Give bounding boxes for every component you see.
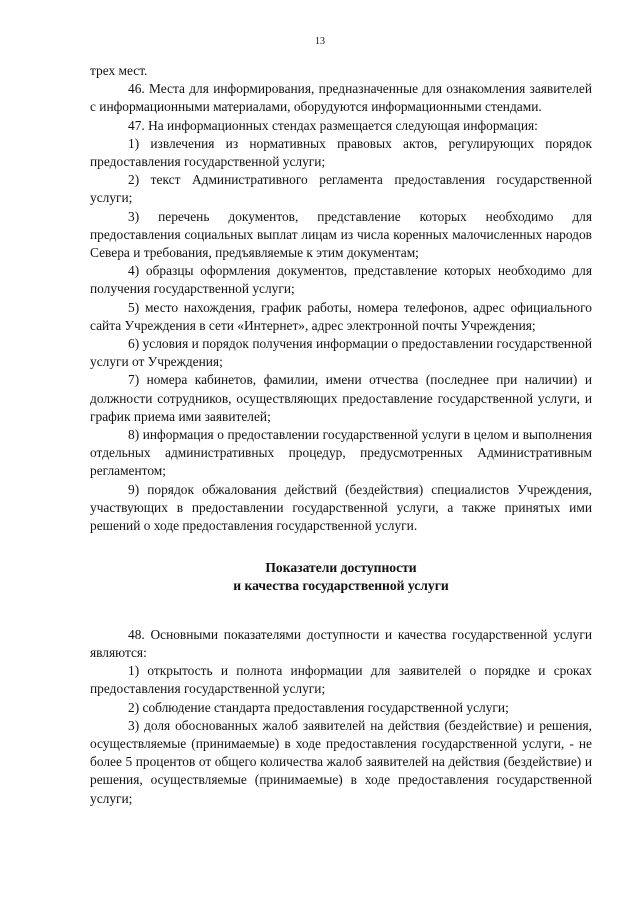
paragraph-47: 47. На информационных стендах размещается следующая информация: [128,117,538,133]
document-body [90,62,592,808]
paragraph-48: 48. Основными показателями доступности и качества государственной услуги являются: [90,626,592,660]
list-item-2: 2) текст Административного регламента предоставления государственной услуги; [90,172,592,206]
list-item-9: 9) порядок обжалования действий (бездействия) специалистов Учреждения, участвующих в предоставлении государственной услуги, а также принятых ими решений о ходе предоставления государственной услуги. [90,481,592,534]
paragraph-continuation: трех мест. [90,63,148,78]
section-heading-line-1: Показатели доступности [265,560,417,576]
list-item-5: 5) место нахождения, график работы, номера телефонов, адрес официального сайта Учреждения в сети «Интернет», адрес электронной почты Учреждения; [90,299,592,333]
list-item-7: 7) номера кабинетов, фамилии, имени отчества (последнее при наличии) и должности сотрудников, осуществляющих предоставление государственной услуги, и график приема ими заявителей; [90,372,592,424]
indicator-item-1: 1) открытость и полнота информации для заявителей о порядке и сроках предоставления государственной услуги; [90,663,592,697]
list-item-4: 4) образцы оформления документов, представление которых необходимо для получения государственной услуги; [90,263,592,297]
section-heading-line-2: и качества государственной услуги [233,578,449,594]
list-item-8: 8) информация о предоставлении государственной услуги в целом и выполнения отдельных административных процедур, предусмотренных Административным регламентом; [90,427,592,479]
section-heading [90,559,592,595]
page-number: 13 [315,36,325,47]
indicator-item-2: 2) соблюдение стандарта предоставления государственной услуги; [128,699,509,715]
list-item-6: 6) условия и порядок получения информации о предоставлении государственной услуги от Учреждения; [90,336,592,370]
list-item-3: 3) перечень документов, представление которых необходимо для предоставления социальных выплат лицам из числа коренных малочисленных народов Севера и требования, предъявляемые к этим документам; [90,208,592,261]
list-item-1: 1) извлечения из нормативных правовых актов, регулирующих порядок предоставления государственной услуги; [90,135,592,170]
paragraph-46: 46. Места для информирования, предназначенные для ознакомления заявителей с информационными материалами, оборудуются информационными стендами. [90,81,592,115]
indicator-item-3: 3) доля обоснованных жалоб заявителей на действия (бездействие) и решения, осуществляемые (принимаемые) в ходе предоставления государственной услуги, - не более 5 процентов от общего количества жалоб заявителей на действия (бездействие) и решения, осуществляемые (принимаемые) в ходе предоставления государственной услуги; [90,717,592,806]
